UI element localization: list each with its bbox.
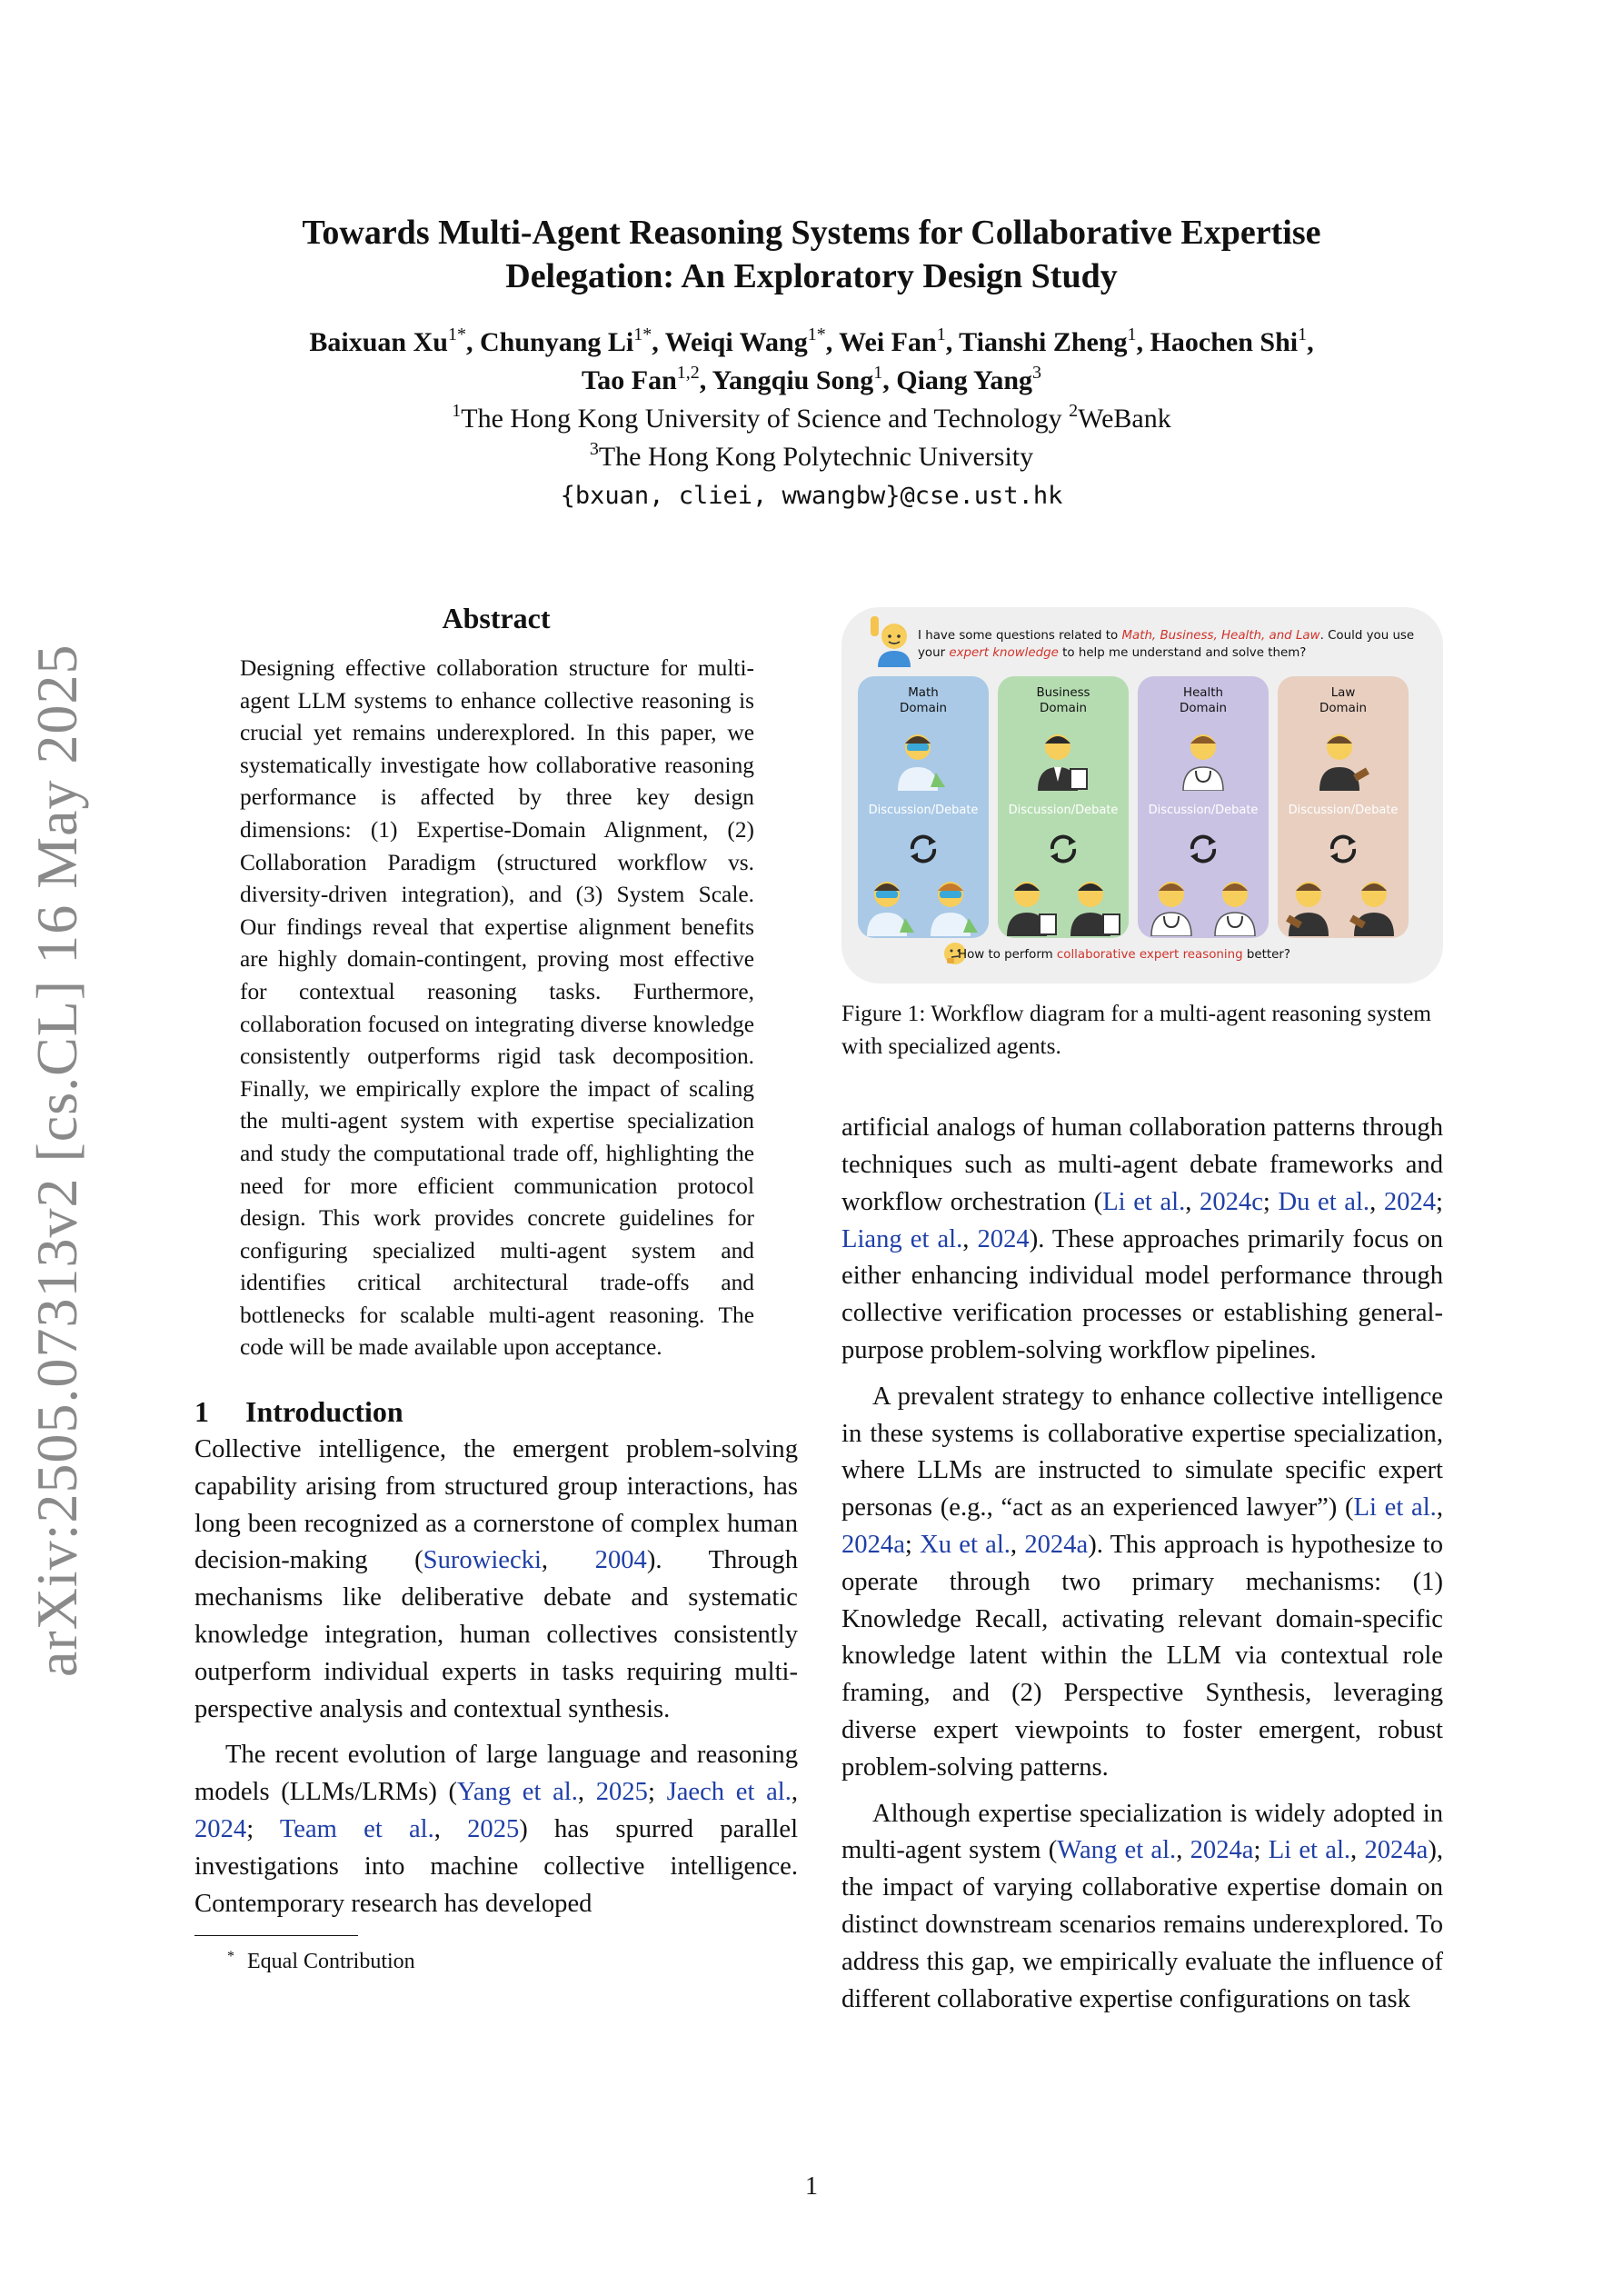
- doctor-agent-icon: [1174, 722, 1232, 791]
- citation-year-link[interactable]: 2024a: [1190, 1836, 1254, 1865]
- author-affil-mark: 1*: [807, 324, 826, 344]
- citation-year-link[interactable]: 2004: [594, 1546, 647, 1575]
- text-run: ). This approach is hypothesize to operate through two primary mechanisms: (1) Knowledge Recall, activating relevant domain-specific knowledge latent within the LLM via contextual role framing, and (2) Perspective Synthesis, leveraging diverse expert viewpoints to foster emergent, robust problem-solving patterns.: [841, 1530, 1444, 1782]
- citation-year-link[interactable]: 2024: [977, 1224, 1030, 1253]
- author-line-1: Baixuan $Xu^{1*}$, Chunyang $Li^{1*}$, Weiqi Wang$^{1*}$, Wei Fan$^1$, Tianshi Zheng$^1$, Haochen Shi$^1$,: [309, 324, 1314, 357]
- refresh-cycle-icon: [1047, 833, 1080, 865]
- citation-link[interactable]: Jaech et al.: [666, 1778, 792, 1807]
- text-run: ) has spurred parallel investigations into machine collective intelligence. Contemporary research has developed: [194, 1815, 799, 1918]
- refresh-cycle-icon: [1327, 833, 1359, 865]
- citation-link[interactable]: Xu et al.: [920, 1530, 1011, 1559]
- text-run: The recent evolution of large language and reasoning models (LLMs/LRMs) (: [194, 1741, 798, 1807]
- intro-paragraph-2: The recent evolution of large language and reasoning models (LLMs/LRMs) (Yang et al., 2025; Jaech et al., 2024; Team et al., 2025) has spurred parallel investigations into machine collective intelligence. Contemporary research has developed: [194, 1741, 799, 1918]
- citation-link[interactable]: Team et al.: [279, 1815, 434, 1844]
- citation-link[interactable]: Liang et al.: [841, 1224, 963, 1253]
- citation-year-link[interactable]: 2024a: [1364, 1836, 1429, 1865]
- citation-link[interactable]: Li et al.: [1353, 1493, 1437, 1522]
- discussion-label: Discussion/Debate: [1148, 804, 1259, 817]
- text-run: I have some questions related to: [918, 629, 1122, 643]
- citation-link[interactable]: Yang et al.: [457, 1778, 578, 1807]
- lawyer-agent-icon: [1347, 869, 1403, 936]
- author-name: Tao Fan: [581, 365, 677, 395]
- author-name: Yangqiu Song: [712, 365, 874, 395]
- citation-year-link[interactable]: 2024c: [1200, 1187, 1263, 1216]
- business-agent-icon: [1034, 722, 1092, 791]
- text-run: Collective intelligence, the emergent problem-solving capability arising from structured group interactions, has long been recognized as a cornerstone of complex human decision-making (: [194, 1435, 798, 1575]
- author-name: Chunyang Li: [479, 327, 634, 357]
- footnote-mark: *: [227, 1949, 234, 1965]
- domain-panel-health: [1138, 676, 1269, 938]
- paper-header: [182, 211, 1441, 516]
- citation-author: Surowiecki: [423, 1546, 542, 1575]
- discussion-label: Discussion/Debate: [1008, 804, 1119, 817]
- affil-mark: 2: [1069, 401, 1079, 421]
- citation-link[interactable]: Du et al.: [1278, 1187, 1370, 1216]
- intro-paragraph-4: A prevalent strategy to enhance collective intelligence in these systems is collaborative expertise specialization, where LLMs are instructed to simulate specific expert personas (e.g., “act as an experienced lawyer”) (Li et al., 2024a; Xu et al., 2024a). This approach is hypothesize to operate through two primary mechanisms: (1) Knowledge Recall, activating relevant domain-specific knowledge latent within the LLM via contextual role framing, and (2) Perspective Synthesis, leveraging diverse expert viewpoints to foster emergent, robust problem-solving patterns.: [841, 1382, 1444, 1782]
- citation-year-link[interactable]: 2024: [1383, 1187, 1437, 1216]
- author-affil-mark: 1*: [633, 324, 652, 344]
- section-heading-introduction: [194, 1392, 798, 1432]
- highlight-expert-knowledge: expert knowledge: [949, 646, 1059, 660]
- intro-paragraph-1: Collective intelligence, the emergent problem-solving capability arising from structured group interactions, has long been recognized as a cornerstone of complex human decision-making (Surowiecki, 2004). Through mechanisms like deliberative debate and systematic knowledge integration, human collectives consistently outperform individual experts in tasks requiring multi-perspective analysis and contextual synthesis.: [194, 1435, 799, 1723]
- text-run: ). These approaches primarily focus on either enhancing individual model performance through collective verification processes or establishing general-purpose problem-solving workflow pipelines.: [841, 1224, 1444, 1364]
- author-affil-mark: 1: [936, 324, 946, 344]
- domain-label: Health Domain: [1180, 686, 1227, 715]
- doctor-agent-icon: [1207, 869, 1263, 936]
- domain-panel-math: [858, 676, 989, 938]
- author-name: Baixuan Xu: [309, 327, 448, 357]
- affiliation-webank: WeBank: [1078, 404, 1171, 434]
- title-line-2: Delegation: An Exploratory Design Study: [505, 257, 1118, 295]
- page-number: 1: [805, 2172, 818, 2201]
- title-line-1: Towards Multi-Agent Reasoning Systems for Collaborative Expertise: [302, 214, 1321, 252]
- domain-label: Law Domain: [1319, 686, 1367, 715]
- lawyer-agent-icon: [1314, 722, 1372, 791]
- intro-paragraph-3: artificial analogs of human collaboration patterns through techniques such as multi-agent debate frameworks and workflow orchestration (Li et al., 2024c; Du et al., 2024; Liang et al., 2024). These approaches primarily focus on either enhancing individual model performance through collective verification processes or establishing general-purpose problem-solving workflow pipelines.: [841, 1113, 1444, 1364]
- affiliation-line-1: [182, 400, 1441, 438]
- affil-mark: 1: [452, 401, 462, 421]
- figure-bottom-question: [958, 945, 1430, 965]
- footnote-text: Equal Contribution: [247, 1950, 415, 1974]
- scientist-agent-icon: [927, 869, 983, 936]
- abstract-text: Designing effective collaboration structure for multi-agent LLM systems to enhance collective reasoning is crucial yet remains underexplored. In this paper, we systematically investigate how collaborative reasoning performance is affected by three key design dimensions: (1) Expertise-Domain Alignment, (2) Collaboration Paradigm (structured workflow vs. diversity-driven integration), and (3) System Scale. Our findings reveal that expertise alignment benefits are highly domain-contingent, proving most effective for contextual reasoning tasks. Furthermore, collaboration focused on integrating diverse knowledge consistently outperforms rigid task decomposition. Finally, we empirically explore the impact of scaling the multi-agent system with expertise specialization and study the computational trade off, highlighting the need for more efficient communication protocol design. This work provides concrete guidelines for configuring specialized multi-agent system and identifies critical architectural trade-offs and bottlenecks for scalable multi-agent reasoning. The code will be made available upon acceptance.: [240, 655, 754, 1361]
- section-number: 1: [194, 1395, 209, 1429]
- domain-panel-law: [1278, 676, 1409, 938]
- domain-label: Math Domain: [900, 686, 947, 715]
- highlight-collaborative-reasoning: collaborative expert reasoning: [1056, 948, 1243, 962]
- refresh-cycle-icon: [1187, 833, 1220, 865]
- abstract-heading: Abstract: [442, 602, 551, 634]
- affiliation-hkust: The Hong Kong University of Science and Technology: [461, 404, 1062, 434]
- business-agent-icon: [1067, 869, 1123, 936]
- author-name: Weiqi Wang: [664, 327, 808, 357]
- text-run: artificial analogs of human collaboration patterns through techniques such as multi-agent debate frameworks and workflow orchestration (: [841, 1113, 1443, 1216]
- citation-year-link[interactable]: 2024: [194, 1815, 247, 1844]
- citation-link[interactable]: Wang et al.: [1057, 1836, 1177, 1865]
- author-affil-mark: 1: [873, 363, 883, 383]
- arxiv-identifier-stamp: arXiv:2505.07313v2 [cs.CL] 16 May 2025: [25, 644, 89, 1677]
- doctor-agent-icon: [1143, 869, 1200, 936]
- author-name: Qiang Yang: [896, 365, 1033, 395]
- author-emails: {bxuan, cliei, wwangbw}@cse.ust.hk: [560, 482, 1063, 510]
- author-line-2: Tao Fan$^{1,2}$, Yangqiu Song$^1$, Qiang Yang$^3$: [581, 363, 1042, 395]
- figure-1-caption: Figure 1: Workflow diagram for a multi-agent reasoning system with specialized agents.: [841, 1001, 1432, 1059]
- highlight-domains: Math, Business, Health, and Law: [1121, 629, 1320, 643]
- lawyer-agent-icon: [1283, 869, 1339, 936]
- affiliation-line-2: [182, 438, 1441, 476]
- author-name: Haochen Shi: [1150, 327, 1299, 357]
- citation-year-link[interactable]: 2024a: [841, 1530, 905, 1559]
- author-affil-mark: 3: [1032, 363, 1042, 383]
- author-name: Tianshi Zheng: [959, 327, 1128, 357]
- figure-1-workflow-diagram: [841, 604, 1443, 989]
- author-affil-mark: 1,2: [676, 363, 700, 383]
- scientist-agent-icon: [894, 722, 952, 791]
- text-run: better?: [1242, 948, 1290, 962]
- right-column-body: [841, 1110, 1443, 2018]
- text-run: ). Through mechanisms like deliberative debate and systematic knowledge integration, human collectives consistently outperform individual experts in tasks requiring multi-perspective analysis and contextual synthesis.: [194, 1546, 799, 1723]
- discussion-label: Discussion/Debate: [868, 804, 979, 817]
- author-affil-mark: 1: [1127, 324, 1137, 344]
- author-name: Wei Fan: [839, 327, 937, 357]
- left-column: [194, 600, 798, 1977]
- figure-user-question: [918, 627, 1438, 662]
- affil-mark: 3: [589, 439, 599, 459]
- text-run: Although expertise specialization is widely adopted in multi-agent system (: [841, 1799, 1443, 1865]
- business-agent-icon: [1003, 869, 1060, 936]
- citation-link[interactable]: Li et al.: [1102, 1187, 1186, 1216]
- right-column: [841, 600, 1443, 2018]
- author-affil-mark: 1*: [447, 324, 466, 344]
- text-run: ), the impact of varying collaborative expertise domain on distinct downstream scenarios remains underexplored. To address this gap, we empirically evaluate the influence of different collaborative expertise configurations on task: [841, 1836, 1444, 2013]
- section-title: Introduction: [245, 1395, 403, 1429]
- domain-panel-business: [998, 676, 1129, 938]
- text-run: to help me understand and solve them?: [1058, 646, 1307, 660]
- text-run: How to perform: [958, 948, 1057, 962]
- paper-title: [182, 211, 1441, 298]
- author-list: [182, 324, 1441, 400]
- author-affil-mark: 1: [1298, 324, 1308, 344]
- intro-paragraph-5: Although expertise specialization is widely adopted in multi-agent system (Wang et al., 2024a; Li et al., 2024a), the impact of varying collaborative expertise domain on distinct downstream scenarios remains underexplored. To address this gap, we empirically evaluate the influence of different collaborative expertise configurations on task: [841, 1799, 1444, 2013]
- footnote-divider: [194, 1935, 358, 1936]
- citation-link[interactable]: Li et al.: [1268, 1836, 1351, 1865]
- affiliation-polyu: The Hong Kong Polytechnic University: [598, 442, 1034, 472]
- citation-link[interactable]: [423, 1546, 542, 1574]
- citation-year-link[interactable]: 2025: [467, 1815, 520, 1844]
- refresh-cycle-icon: [907, 833, 940, 865]
- citation-year-link[interactable]: 2024a: [1024, 1530, 1089, 1559]
- user-raising-hand-icon: [869, 613, 914, 667]
- footnote-equal-contribution: [194, 1942, 798, 1977]
- domain-label: Business Domain: [1036, 686, 1090, 715]
- citation-year-link[interactable]: 2025: [595, 1778, 648, 1807]
- discussion-label: Discussion/Debate: [1288, 804, 1399, 817]
- scientist-agent-icon: [863, 869, 920, 936]
- text-run: . Could you use your: [918, 629, 1415, 660]
- text-run: A prevalent strategy to enhance collective intelligence in these systems is collaborative expertise specialization, where LLMs are instructed to simulate specific expert personas (e.g., “act as an experienced lawyer”) (: [841, 1382, 1443, 1522]
